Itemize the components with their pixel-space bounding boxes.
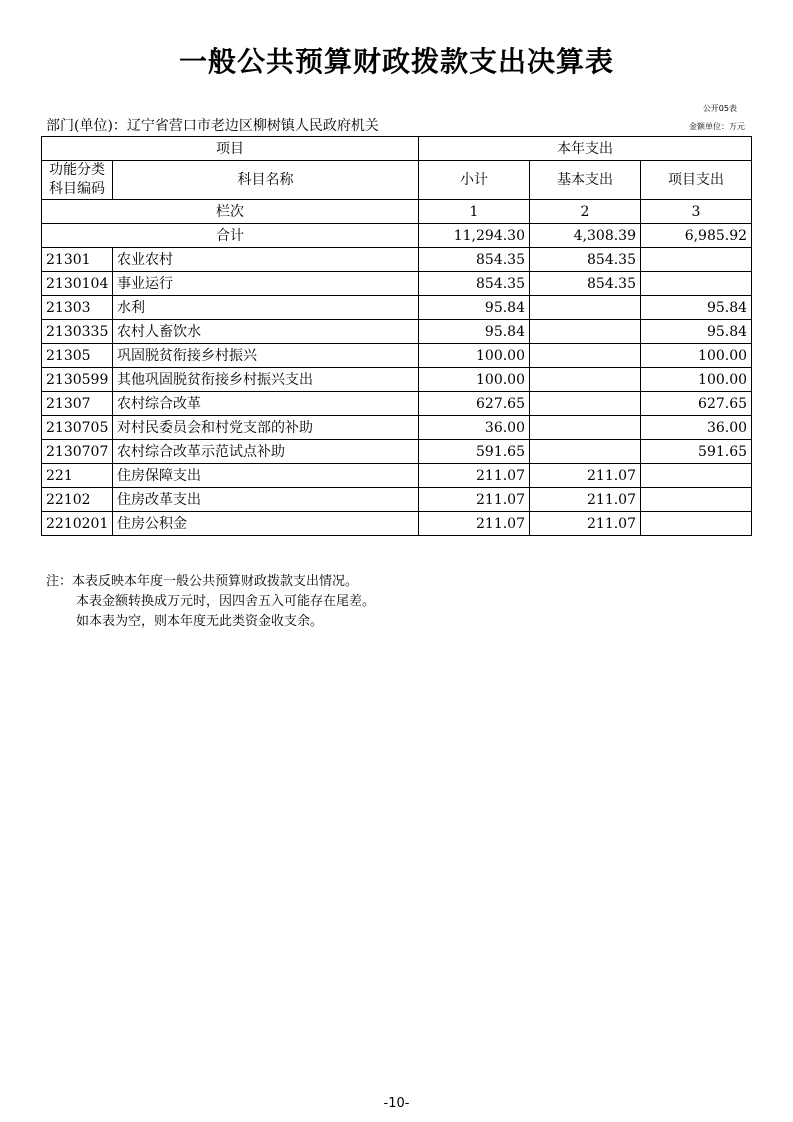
row-subtotal: 627.65 bbox=[419, 392, 530, 416]
row-subtotal: 854.35 bbox=[419, 272, 530, 296]
amount-unit-label: 金额单位：万元 bbox=[689, 122, 745, 131]
row-name: 对村民委员会和村党支部的补助 bbox=[113, 416, 419, 440]
row-subtotal: 211.07 bbox=[419, 512, 530, 536]
row-code: 21301 bbox=[42, 248, 113, 272]
column-index-3: 3 bbox=[641, 200, 752, 224]
table-row bbox=[42, 272, 752, 296]
row-subtotal: 211.07 bbox=[419, 488, 530, 512]
row-code: 2130104 bbox=[42, 272, 113, 296]
column-index-1: 1 bbox=[419, 200, 530, 224]
expense-table bbox=[41, 136, 752, 536]
table-row bbox=[42, 296, 752, 320]
total-subtotal: 11,294.30 bbox=[419, 224, 530, 248]
column-index-row bbox=[42, 200, 752, 224]
note-line: 本表金额转换成万元时，因四舍五入可能存在尾差。 bbox=[76, 594, 376, 609]
table-row bbox=[42, 368, 752, 392]
row-name: 住房改革支出 bbox=[113, 488, 419, 512]
row-name: 其他巩固脱贫衔接乡村振兴支出 bbox=[113, 368, 419, 392]
table-row bbox=[42, 344, 752, 368]
row-project: 36.00 bbox=[641, 416, 752, 440]
table-row bbox=[42, 440, 752, 464]
total-row bbox=[42, 224, 752, 248]
row-code: 2130335 bbox=[42, 320, 113, 344]
row-code: 221 bbox=[42, 464, 113, 488]
row-basic bbox=[530, 392, 641, 416]
row-code: 21303 bbox=[42, 296, 113, 320]
table-row bbox=[42, 512, 752, 536]
row-name: 农村综合改革 bbox=[113, 392, 419, 416]
row-code: 21307 bbox=[42, 392, 113, 416]
total-basic: 4,308.39 bbox=[530, 224, 641, 248]
header-project-expense: 项目支出 bbox=[641, 161, 752, 200]
row-name: 水利 bbox=[113, 296, 419, 320]
page-title: 一般公共预算财政拨款支出决算表 bbox=[178, 45, 614, 78]
row-project bbox=[641, 512, 752, 536]
row-basic bbox=[530, 320, 641, 344]
row-basic bbox=[530, 344, 641, 368]
row-project bbox=[641, 488, 752, 512]
column-index-2: 2 bbox=[530, 200, 641, 224]
department-label: 部门(单位)：辽宁省营口市老边区柳树镇人民政府机关 bbox=[46, 118, 379, 134]
row-name: 巩固脱贫衔接乡村振兴 bbox=[113, 344, 419, 368]
header-year-expense: 本年支出 bbox=[419, 137, 752, 161]
row-name: 农村综合改革示范试点补助 bbox=[113, 440, 419, 464]
header-basic: 基本支出 bbox=[530, 161, 641, 200]
row-subtotal: 211.07 bbox=[419, 464, 530, 488]
row-code: 2130705 bbox=[42, 416, 113, 440]
header-name: 科目名称 bbox=[113, 161, 419, 200]
notes bbox=[46, 572, 375, 632]
row-name: 事业运行 bbox=[113, 272, 419, 296]
row-code: 22102 bbox=[42, 488, 113, 512]
row-project: 591.65 bbox=[641, 440, 752, 464]
row-subtotal: 36.00 bbox=[419, 416, 530, 440]
row-subtotal: 100.00 bbox=[419, 368, 530, 392]
row-project bbox=[641, 272, 752, 296]
row-basic bbox=[530, 416, 641, 440]
row-basic: 211.07 bbox=[530, 464, 641, 488]
row-project: 95.84 bbox=[641, 320, 752, 344]
table-row bbox=[42, 464, 752, 488]
row-subtotal: 591.65 bbox=[419, 440, 530, 464]
header-code: 功能分类科目编码 bbox=[42, 161, 113, 200]
header-row-1 bbox=[42, 137, 752, 161]
row-project bbox=[641, 464, 752, 488]
table-row bbox=[42, 488, 752, 512]
total-project: 6,985.92 bbox=[641, 224, 752, 248]
table-row bbox=[42, 320, 752, 344]
table-row bbox=[42, 416, 752, 440]
row-basic bbox=[530, 440, 641, 464]
row-basic: 854.35 bbox=[530, 272, 641, 296]
row-project: 100.00 bbox=[641, 344, 752, 368]
row-name: 住房保障支出 bbox=[113, 464, 419, 488]
row-project: 100.00 bbox=[641, 368, 752, 392]
header-subtotal: 小计 bbox=[419, 161, 530, 200]
row-code: 2210201 bbox=[42, 512, 113, 536]
row-subtotal: 95.84 bbox=[419, 320, 530, 344]
row-code: 2130599 bbox=[42, 368, 113, 392]
column-index-label: 栏次 bbox=[42, 200, 419, 224]
note-line: 如本表为空，则本年度无此类资金收支余。 bbox=[76, 614, 324, 629]
form-code: 公开05表 bbox=[702, 104, 737, 113]
page-number: -10- bbox=[383, 1096, 410, 1111]
row-name: 农业农村 bbox=[113, 248, 419, 272]
row-basic bbox=[530, 368, 641, 392]
total-label: 合计 bbox=[42, 224, 419, 248]
row-subtotal: 95.84 bbox=[419, 296, 530, 320]
row-project: 95.84 bbox=[641, 296, 752, 320]
header-project: 项目 bbox=[42, 137, 419, 161]
row-code: 21305 bbox=[42, 344, 113, 368]
row-subtotal: 854.35 bbox=[419, 248, 530, 272]
note-line: 注：本表反映本年度一般公共预算财政拨款支出情况。 bbox=[46, 574, 359, 589]
row-code: 2130707 bbox=[42, 440, 113, 464]
row-project bbox=[641, 248, 752, 272]
row-name: 住房公积金 bbox=[113, 512, 419, 536]
row-project: 627.65 bbox=[641, 392, 752, 416]
row-basic bbox=[530, 296, 641, 320]
table-row bbox=[42, 248, 752, 272]
table-row bbox=[42, 392, 752, 416]
row-name: 农村人畜饮水 bbox=[113, 320, 419, 344]
row-subtotal: 100.00 bbox=[419, 344, 530, 368]
row-basic: 211.07 bbox=[530, 512, 641, 536]
row-basic: 854.35 bbox=[530, 248, 641, 272]
row-basic: 211.07 bbox=[530, 488, 641, 512]
header-row-2 bbox=[42, 161, 752, 200]
